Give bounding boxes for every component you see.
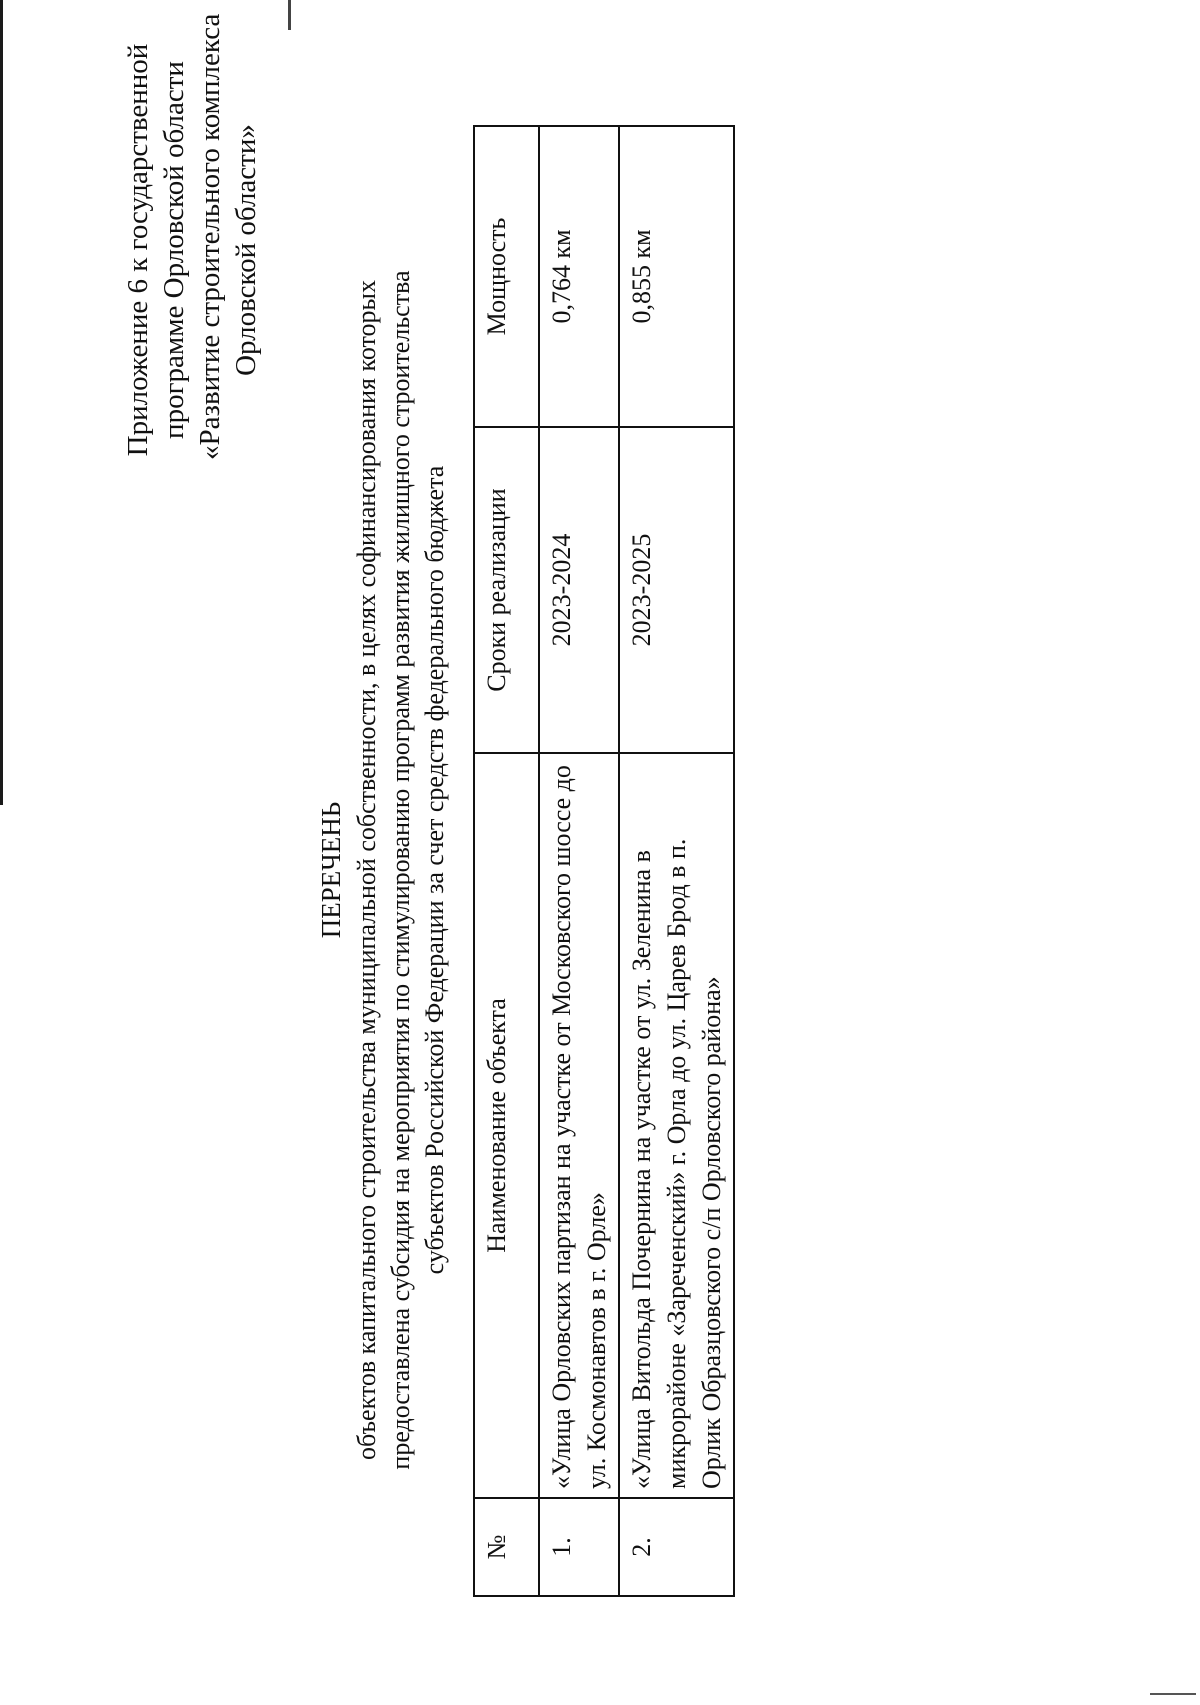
cell-name xyxy=(619,753,734,1498)
header-num: № xyxy=(474,1498,539,1596)
appendix-line: Приложение 6 к государственной xyxy=(122,43,154,457)
appendix-line: «Развитие строительного комплекса xyxy=(194,13,226,460)
table-row xyxy=(619,126,734,1596)
header-power: Мощность xyxy=(474,126,539,427)
title-line: объектов капитального строительства муниципальной собственности, в целях софинансирования которых xyxy=(352,280,381,1460)
scan-dash xyxy=(1150,1693,1196,1695)
cell-term: 2023-2024 xyxy=(539,427,619,753)
header-name: Наименование объекта xyxy=(474,753,539,1498)
appendix-line: Орловской области» xyxy=(230,124,262,376)
table-row xyxy=(539,126,619,1596)
cell-power: 0,764 км xyxy=(539,126,619,427)
table-header-row xyxy=(474,126,539,1596)
title-heading: ПЕРЕЧЕНЬ xyxy=(316,801,346,939)
header-term: Сроки реализации xyxy=(474,427,539,753)
title-line: предоставлена субсидия на мероприятия по стимулированию программ развития жилищного строительства xyxy=(386,270,415,1470)
cell-name xyxy=(539,753,619,1498)
cell-num: 1. xyxy=(539,1498,619,1596)
cell-power: 0,855 км xyxy=(619,126,734,427)
object-name: «Улица Витольда Почернина на участке от ул. Зеленина в микрорайоне «Зареченский» г. Орла до ул. Царев Брод в п. Орлик Образцовского с/п Орловского района» xyxy=(627,838,726,1489)
object-name: «Улица Орловских партизан на участке от Московского шоссе до ул. Космонавтов в г. Орле» xyxy=(547,765,611,1489)
cell-term: 2023-2025 xyxy=(619,427,734,753)
document-title xyxy=(314,170,452,1570)
appendix-note xyxy=(120,13,264,460)
objects-table xyxy=(473,125,735,1597)
title-line: субъектов Российской Федерации за счет средств федерального бюджета xyxy=(420,465,449,1275)
appendix-line: программе Орловской области xyxy=(158,61,190,439)
cell-num: 2. xyxy=(619,1498,734,1596)
